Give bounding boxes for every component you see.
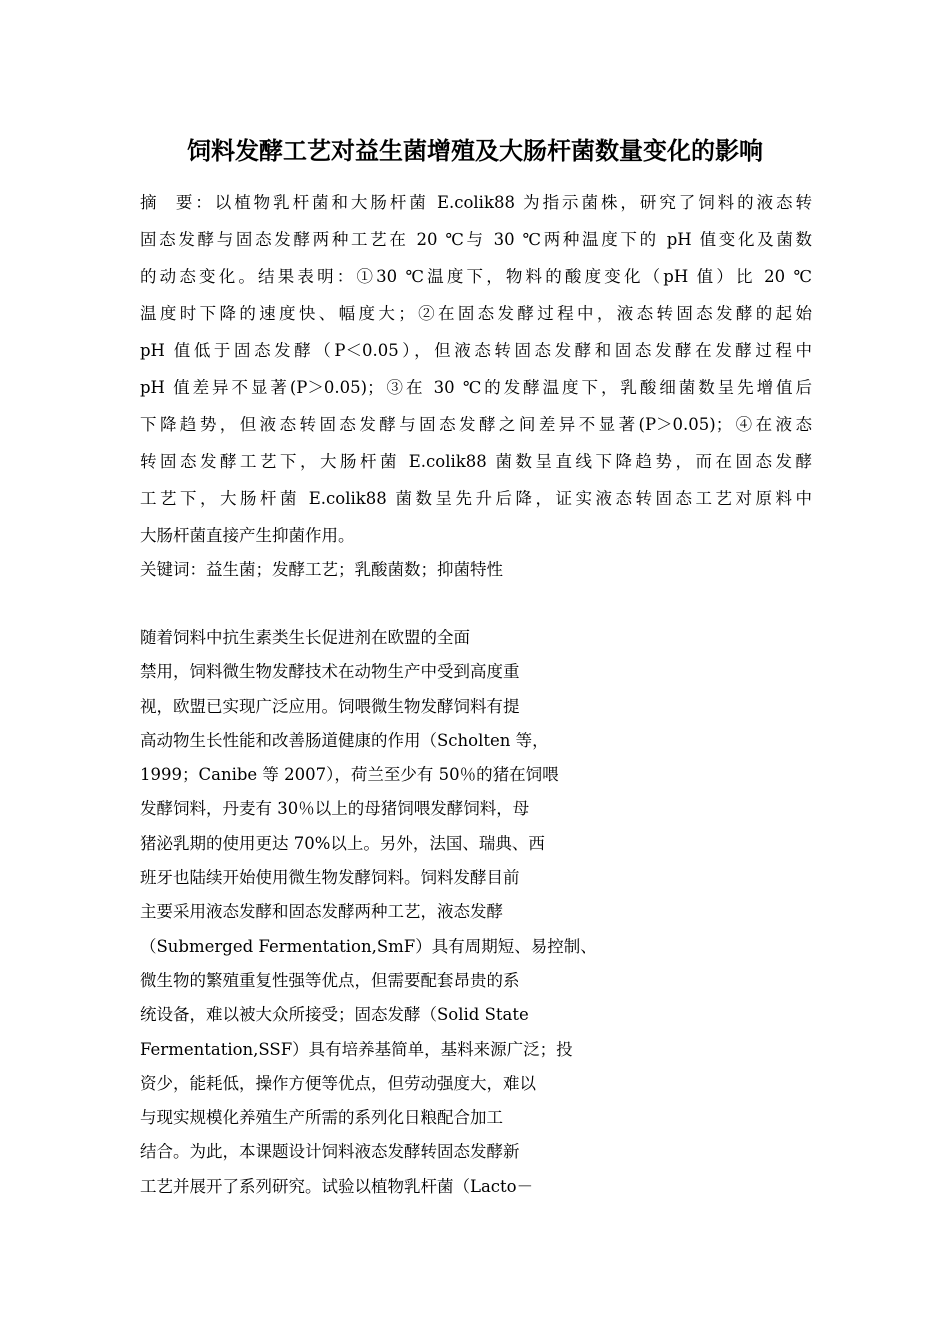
abstract-line: 温度时下降的速度快、幅度大；②在固态发酵过程中，液态转固态发酵的起始 bbox=[140, 304, 812, 323]
body-line: 微生物的繁殖重复性强等优点，但需要配套昂贵的系 bbox=[140, 970, 520, 990]
body-line: （Submerged Fermentation,SmF）具有周期短、易控制、 bbox=[140, 936, 597, 956]
document-title: 饲料发酵工艺对益生菌增殖及大肠杆菌数量变化的影响 bbox=[187, 137, 763, 165]
abstract-line: 的动态变化。结果表明：①30 ℃温度下，物料的酸度变化（pH 值）比 20 ℃ bbox=[140, 267, 812, 286]
abstract-section bbox=[140, 184, 812, 554]
body-line: 结合。为此，本课题设计饲料液态发酵转固态发酵新 bbox=[140, 1142, 520, 1162]
abstract-line: 工艺下，大肠杆菌 E.colik88 菌数呈先升后降，证实液态转固态工艺对原料中 bbox=[140, 489, 812, 508]
body-line: 班牙也陆续开始使用微生物发酵饲料。饲料发酵目前 bbox=[140, 868, 520, 888]
body-line: 猪泌乳期的使用更达 70%以上。另外，法国、瑞典、西 bbox=[140, 833, 545, 853]
keywords-line bbox=[140, 551, 503, 588]
body-paragraph bbox=[140, 621, 640, 1204]
body-line: 资少，能耗低，操作方便等优点，但劳动强度大，难以 bbox=[140, 1073, 536, 1093]
body-line: 工艺并展开了系列研究。试验以植物乳杆菌（Lacto－ bbox=[140, 1176, 534, 1196]
body-line: 发酵饲料，丹麦有 30％以上的母猪饲喂发酵饲料，母 bbox=[140, 799, 530, 819]
body-line: 禁用，饲料微生物发酵技术在动物生产中受到高度重 bbox=[140, 662, 520, 682]
body-line: 主要采用液态发酵和固态发酵两种工艺，液态发酵 bbox=[140, 902, 503, 922]
body-line: 视，欧盟已实现广泛应用。饲喂微生物发酵饲料有提 bbox=[140, 696, 520, 716]
abstract-line: 转固态发酵工艺下，大肠杆菌 E.colik88 菌数呈直线下降趋势，而在固态发酵 bbox=[140, 452, 812, 471]
body-line: Fermentation,SSF）具有培养基简单，基料来源广泛；投 bbox=[140, 1039, 573, 1059]
abstract-line: pH 值差异不显著(P＞0.05)；③在 30 ℃的发酵温度下，乳酸细菌数呈先增值后 bbox=[140, 378, 812, 397]
body-line: 高动物生长性能和改善肠道健康的作用（Scholten 等， bbox=[140, 730, 549, 750]
abstract-line: 摘 要：以植物乳杆菌和大肠杆菌 E.colik88 为指示菌株，研究了饲料的液态转 bbox=[140, 193, 812, 212]
abstract-line: 下降趋势，但液态转固态发酵与固态发酵之间差异不显著(P＞0.05)；④在液态 bbox=[140, 415, 812, 434]
body-line: 统设备，难以被大众所接受；固态发酵（Solid State bbox=[140, 1005, 529, 1025]
body-line: 1999；Canibe 等 2007），荷兰至少有 50％的猪在饲喂 bbox=[140, 765, 559, 785]
body-line: 随着饲料中抗生素类生长促进剂在欧盟的全面 bbox=[140, 628, 470, 647]
abstract-line: 大肠杆菌直接产生抑菌作用。 bbox=[140, 526, 355, 545]
keywords-text: 关键词：益生菌；发酵工艺；乳酸菌数；抑菌特性 bbox=[140, 560, 503, 579]
body-line: 与现实规模化养殖生产所需的系列化日粮配合加工 bbox=[140, 1108, 503, 1128]
abstract-line: pH 值低于固态发酵（P＜0.05），但液态转固态发酵和固态发酵在发酵过程中 bbox=[140, 341, 812, 360]
abstract-line: 固态发酵与固态发酵两种工艺在 20 ℃与 30 ℃两种温度下的 pH 值变化及菌数 bbox=[140, 230, 812, 249]
